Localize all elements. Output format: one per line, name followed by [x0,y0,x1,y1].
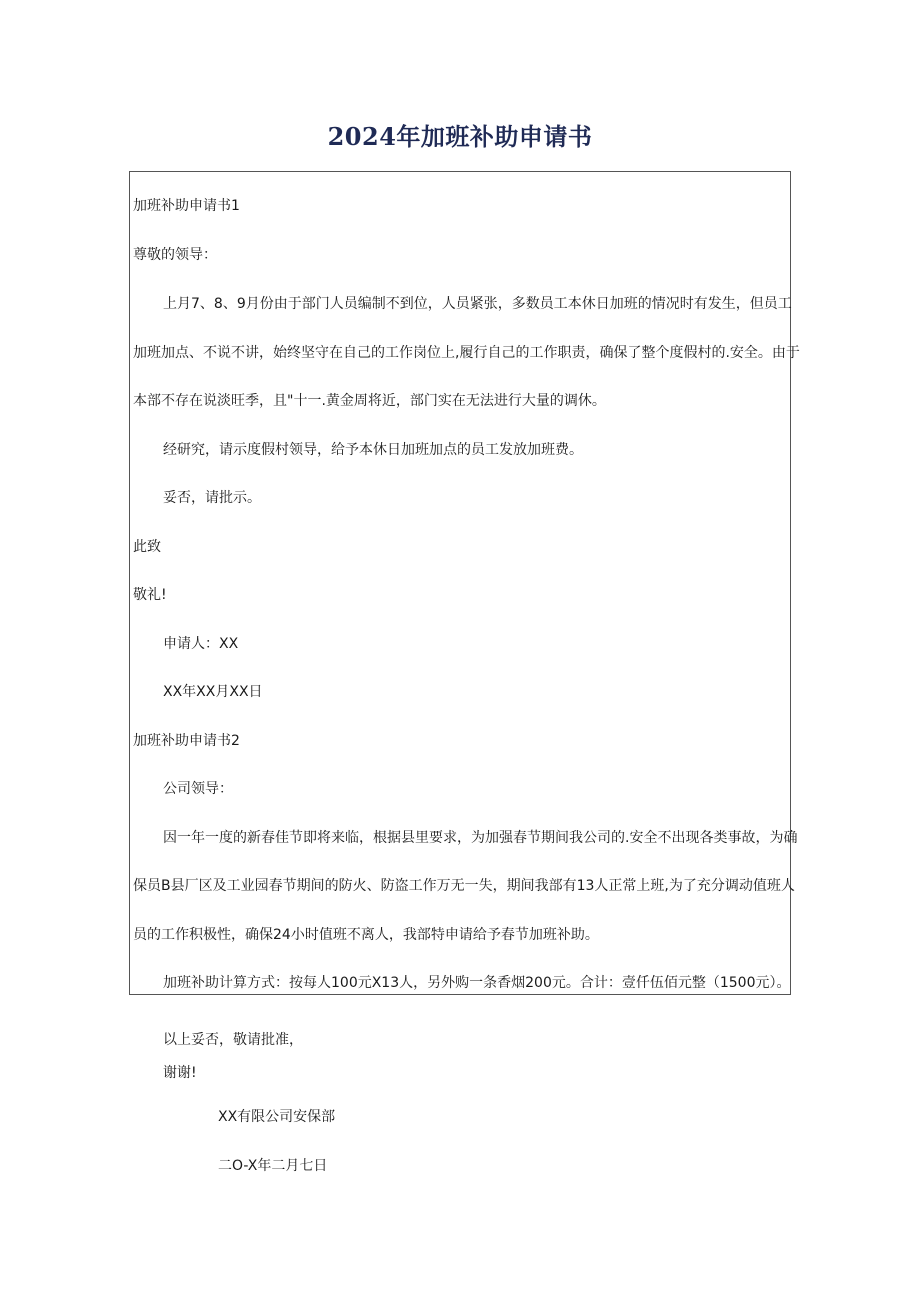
letter2-paragraph3: 以上妥否，敬请批准， [163,1032,303,1048]
letter1-paragraph1-line2: 加班加点、不说不讲，始终坚守在自己的工作岗位上,履行自己的工作职责，确保了整个度假村的.安全。由于 [133,345,800,361]
letter2-signature: XX有限公司安保部 [218,1109,336,1125]
letter1-closing-line2: 敬礼! [133,587,167,603]
letter1-closing-line1: 此致 [133,539,161,555]
letter1-paragraph1-line1: 上月7、8、9月份由于部门人员编制不到位，人员紧张，多数员工本休日加班的情况时有发生，但员工 [163,296,792,312]
letter1-heading: 加班补助申请书1 [133,198,240,214]
letter2-date: 二O-X年二月七日 [218,1158,328,1174]
letter2-thanks: 谢谢! [163,1065,197,1081]
letter1-date: XX年XX月XX日 [163,684,263,700]
letter1-paragraph1-line3: 本部不存在说淡旺季，且"十一.黄金周将近，部门实在无法进行大量的调休。 [133,393,606,409]
letter1-paragraph2: 经研究，请示度假村领导，给予本休日加班加点的员工发放加班费。 [163,442,583,458]
letter2-paragraph1-line3: 员的工作积极性，确保24小时值班不离人，我部特申请给予春节加班补助。 [133,927,599,943]
letter2-paragraph2: 加班补助计算方式：按每人100元X13人，另外购一条香烟200元。合计：壹仟伍佰元整（1500元）。 [163,975,791,991]
letter1-applicant: 申请人：XX [163,636,239,652]
letter2-paragraph1-line1: 因一年一度的新春佳节即将来临，根据县里要求，为加强春节期间我公司的.安全不出现各类事故，为确 [163,830,798,846]
letter2-paragraph1-line2: 保员B县厂区及工业园春节期间的防火、防盗工作万无一失，期间我部有13人正常上班,为了充分调动值班人 [133,878,795,894]
letter1-salutation: 尊敬的领导： [133,247,217,263]
letter2-heading: 加班补助申请书2 [133,733,240,749]
letter1-paragraph3: 妥否，请批示。 [163,490,261,506]
letter2-salutation: 公司领导： [163,781,233,797]
page-title: 2024年加班补助申请书 [327,122,593,151]
